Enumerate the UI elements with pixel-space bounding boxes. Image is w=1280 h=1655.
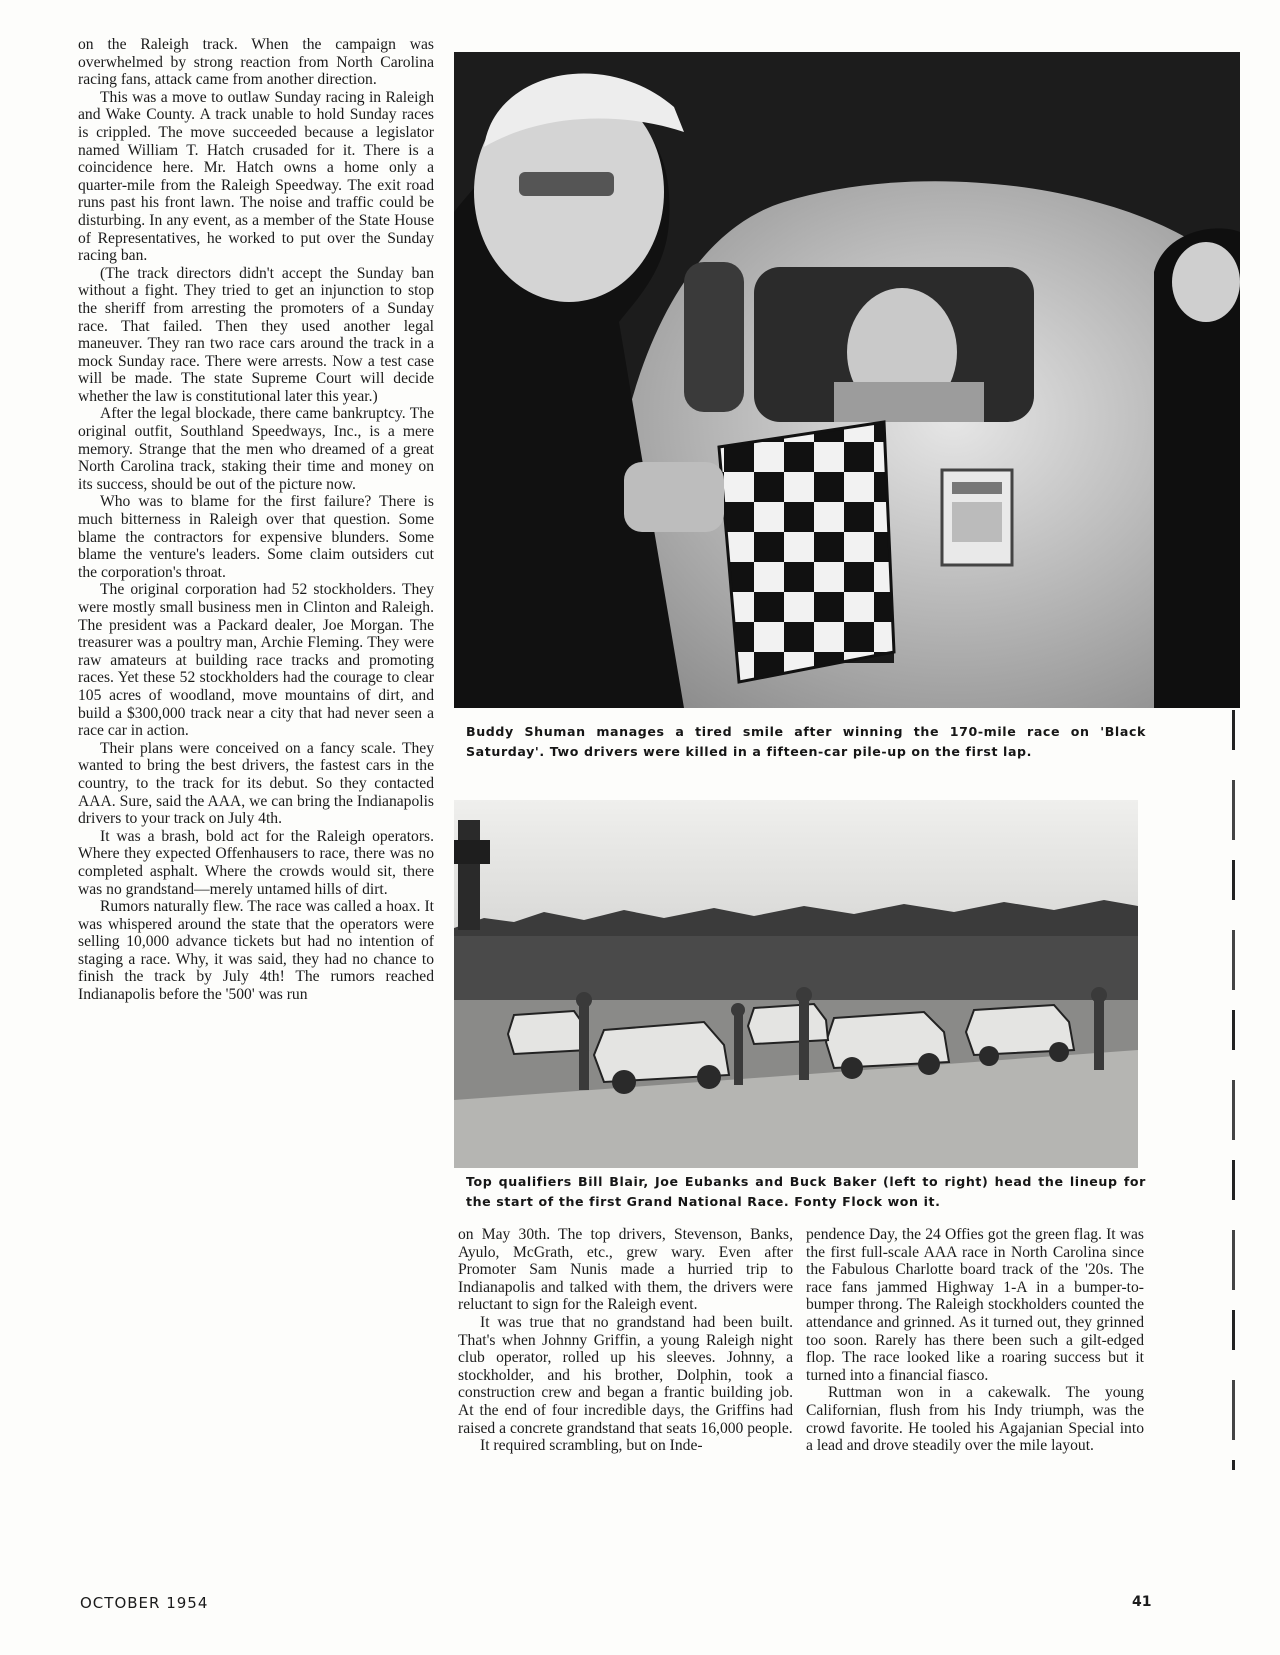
paragraph: pendence Day, the 24 Offies got the green flag. It was the first full-scale AAA race in North Carolina since the Fabulous Charlotte board track of the '20s. The race fans jammed Highway 1-A in a bumper-to-bumper throng. The Raleigh stockholders counted the attendance and grinned. As it turned out, they grinned too soon. Rarely has there been such a gilt-edged flop. The race looked like a roaring success but it turned into a financial fiasco. xyxy=(806,1226,1144,1384)
paragraph: It was true that no grandstand had been built. That's when Johnny Griffin, a young Raleigh night club operator, rolled up his sleeves. Johnny, a stockholder, and his brother, Dolphin, took a construction crew and began a frantic building job. At the end of four incredible days, the Griffins had raised a concrete grandstand that seats 16,000 people. xyxy=(458,1313,793,1437)
photo-buddy-shuman xyxy=(454,52,1240,708)
page-number: 41 xyxy=(1132,1594,1152,1610)
paragraph: Who was to blame for the first failure? There is much bitterness in Raleigh over that question. Some blame the contractors for expensive blunders. Some blame the venture's leaders. Some claim outsiders cut the corporation's throat. xyxy=(78,493,434,581)
article-column-left xyxy=(78,36,434,1004)
paragraph: (The track directors didn't accept the Sunday ban without a fight. They tried to get an injunction to stop the sheriff from arresting the promoters of a Sunday race. That failed. Then they used another legal maneuver. They ran two race cars around the track in a mock Sunday race. There were arrests. Now a test case will be made. The state Supreme Court will decide whether the law is constitutional later this year.) xyxy=(78,264,434,405)
paragraph: After the legal blockade, there came bankruptcy. The original outfit, Southland Speedways, Inc., is a mere memory. Strange that the men who dreamed of a great North Carolina track, staking their time and money on its success, should be out of the picture now. xyxy=(78,405,434,493)
race-car-photo-illustration xyxy=(454,52,1240,708)
article-column-right xyxy=(806,1226,1144,1455)
photo-caption-top: Buddy Shuman manages a tired smile after winning the 170-mile race on 'Black Saturday'. Two drivers were killed in a fifteen-car pile-up on the first lap. xyxy=(466,724,1146,759)
paragraph: It was a brash, bold act for the Raleigh operators. Where they expected Offenhausers to race, there was no completed asphalt. Where the crowds would sit, there was no grandstand—merely untamed hills of dirt. xyxy=(78,827,434,898)
issue-date: OCTOBER 1954 xyxy=(80,1594,209,1612)
scan-edge-artifact xyxy=(1232,710,1235,1470)
article-column-middle xyxy=(458,1226,793,1455)
photo-caption-bottom: Top qualifiers Bill Blair, Joe Eubanks and Buck Baker (left to right) head the lineup for the start of the first Grand National Race. Fonty Flock won it. xyxy=(466,1174,1146,1209)
paragraph: on May 30th. The top drivers, Stevenson, Banks, Ayulo, McGrath, etc., grew wary. Even after Promoter Sam Nunis made a hurried trip to Indianapolis and talked with them, the drivers were reluctant to sign for the Raleigh event. xyxy=(458,1226,793,1314)
paragraph: on the Raleigh track. When the campaign was overwhelmed by strong reaction from North Carolina racing fans, attack came from another direction. xyxy=(78,36,434,89)
paragraph: Their plans were conceived on a fancy scale. They wanted to bring the best drivers, the fastest cars in the country, to the track for its debut. So they contacted AAA. Sure, said the AAA, we can bring the Indianapolis drivers to your track on July 4th. xyxy=(78,739,434,828)
paragraph: Ruttman won in a cakewalk. The young Californian, flush from his Indy triumph, was the crowd favorite. He tooled his Agajanian Special into a lead and drove steadily over the mile layout. xyxy=(806,1384,1144,1455)
lineup-photo-illustration xyxy=(454,800,1138,1168)
paragraph: This was a move to outlaw Sunday racing in Raleigh and Wake County. A track unable to hold Sunday races is crippled. The move succeeded because a legislator named William T. Hatch crusaded for it. There is a coincidence here. Mr. Hatch owns a home only a quarter-mile from the Raleigh Speedway. The exit road runs past his front lawn. The noise and traffic could be disturbing. In any event, as a member of the State House of Representatives, he worked to put over the Sunday racing ban. xyxy=(78,88,434,265)
paragraph: Rumors naturally flew. The race was called a hoax. It was whispered around the state that the operators were selling 10,000 advance tickets but had no intention of staging a race. Why, it was said, they had no chance to finish the track by July 4th! The rumors reached Indianapolis before the '500' was run xyxy=(78,898,434,1004)
photo-grand-national-lineup xyxy=(454,800,1138,1168)
paragraph: The original corporation had 52 stockholders. They were mostly small business men in Clinton and Raleigh. The president was a Packard dealer, Joe Morgan. The treasurer was a poultry man, Archie Fleming. They were raw amateurs at building race tracks and promoting races. Yet these 52 stockholders had the courage to clear 105 acres of woodland, move mountains of dirt, and build a $300,000 track near a city that had never seen a race car in action. xyxy=(78,581,434,740)
paragraph: It required scrambling, but on Inde- xyxy=(480,1437,703,1455)
